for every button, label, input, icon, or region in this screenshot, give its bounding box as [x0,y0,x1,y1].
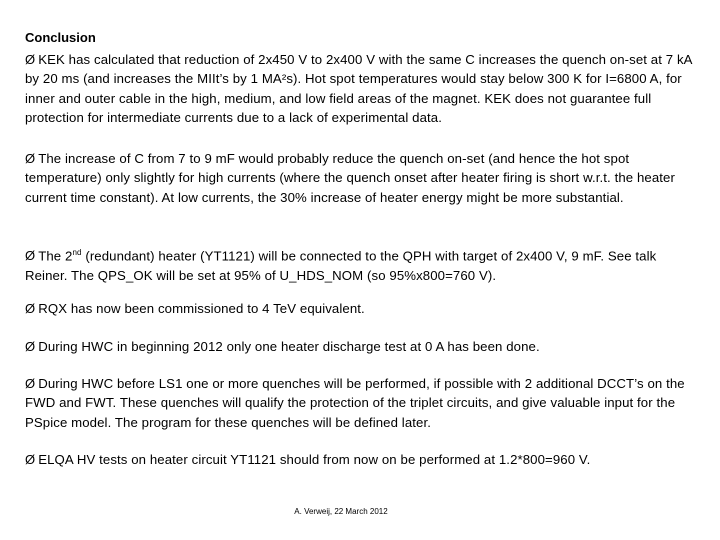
bullet-elqa-hv-tests [25,450,693,469]
bullet-text: The 2 [38,248,73,264]
arrow-bullet-icon: Ø [25,301,36,316]
bullet-text: (redundant) heater (YT1121) will be connected to the QPH with target of 2x400 V, 9 mF. See talk Reiner. The QPS_OK will be set at 95% of U_HDS_NOM (so 95%x800=760 V). [25,248,657,283]
bullet-superscript: nd [72,248,82,257]
bullet-rqx-commissioned [25,299,693,318]
bullet-hwc-2012 [25,337,693,356]
arrow-bullet-icon: Ø [25,248,36,264]
arrow-bullet-icon: Ø [25,376,36,391]
bullet-capacitance-increase [25,149,693,207]
bullet-text: The increase of C from 7 to 9 mF would probably reduce the quench on-set (and hence the hot spot temperature) only slightly for high currents (where the quench onset after heater firing is short w.r.t. the heater current time constant). At low currents, the 30% increase of heater energy might be more substantial. [25,151,675,205]
bullet-text: RQX has now been commissioned to 4 TeV equivalent. [38,301,365,316]
arrow-bullet-icon: Ø [25,452,36,467]
bullet-text: During HWC in beginning 2012 only one heater discharge test at 0 A has been done. [38,339,540,354]
bullet-hwc-before-ls1 [25,374,693,432]
arrow-bullet-icon: Ø [25,339,36,354]
bullet-text: During HWC before LS1 one or more quenches will be performed, if possible with 2 additional DCCT’s on the FWD and FWT. These quenches will qualify the protection of the triplet circuits, and give valuable input for the PSpice model. The program for these quenches will be defined later. [25,376,685,430]
bullet-text: KEK has calculated that reduction of 2x450 V to 2x400 V with the same C increases the quench on-set at 7 kA by 20 ms (and increases the MIIt’s by 1 MA²s). Hot spot temperatures would stay below 300 K for I=6800 A, for inner and outer cable in the high, medium, and low field areas of the magnet. KEK does not guarantee full protection for intermediate currents due to a lack of experimental data. [25,52,692,126]
arrow-bullet-icon: Ø [25,151,36,166]
slide-title: Conclusion [25,30,96,45]
bullet-text: ELQA HV tests on heater circuit YT1121 should from now on be performed at 1.2*800=960 V. [38,452,591,467]
bullet-redundant-heater [25,243,693,285]
slide-footer: A. Verweij, 22 March 2012 [294,507,388,516]
bullet-kek-calculation [25,50,693,128]
arrow-bullet-icon: Ø [25,52,36,67]
